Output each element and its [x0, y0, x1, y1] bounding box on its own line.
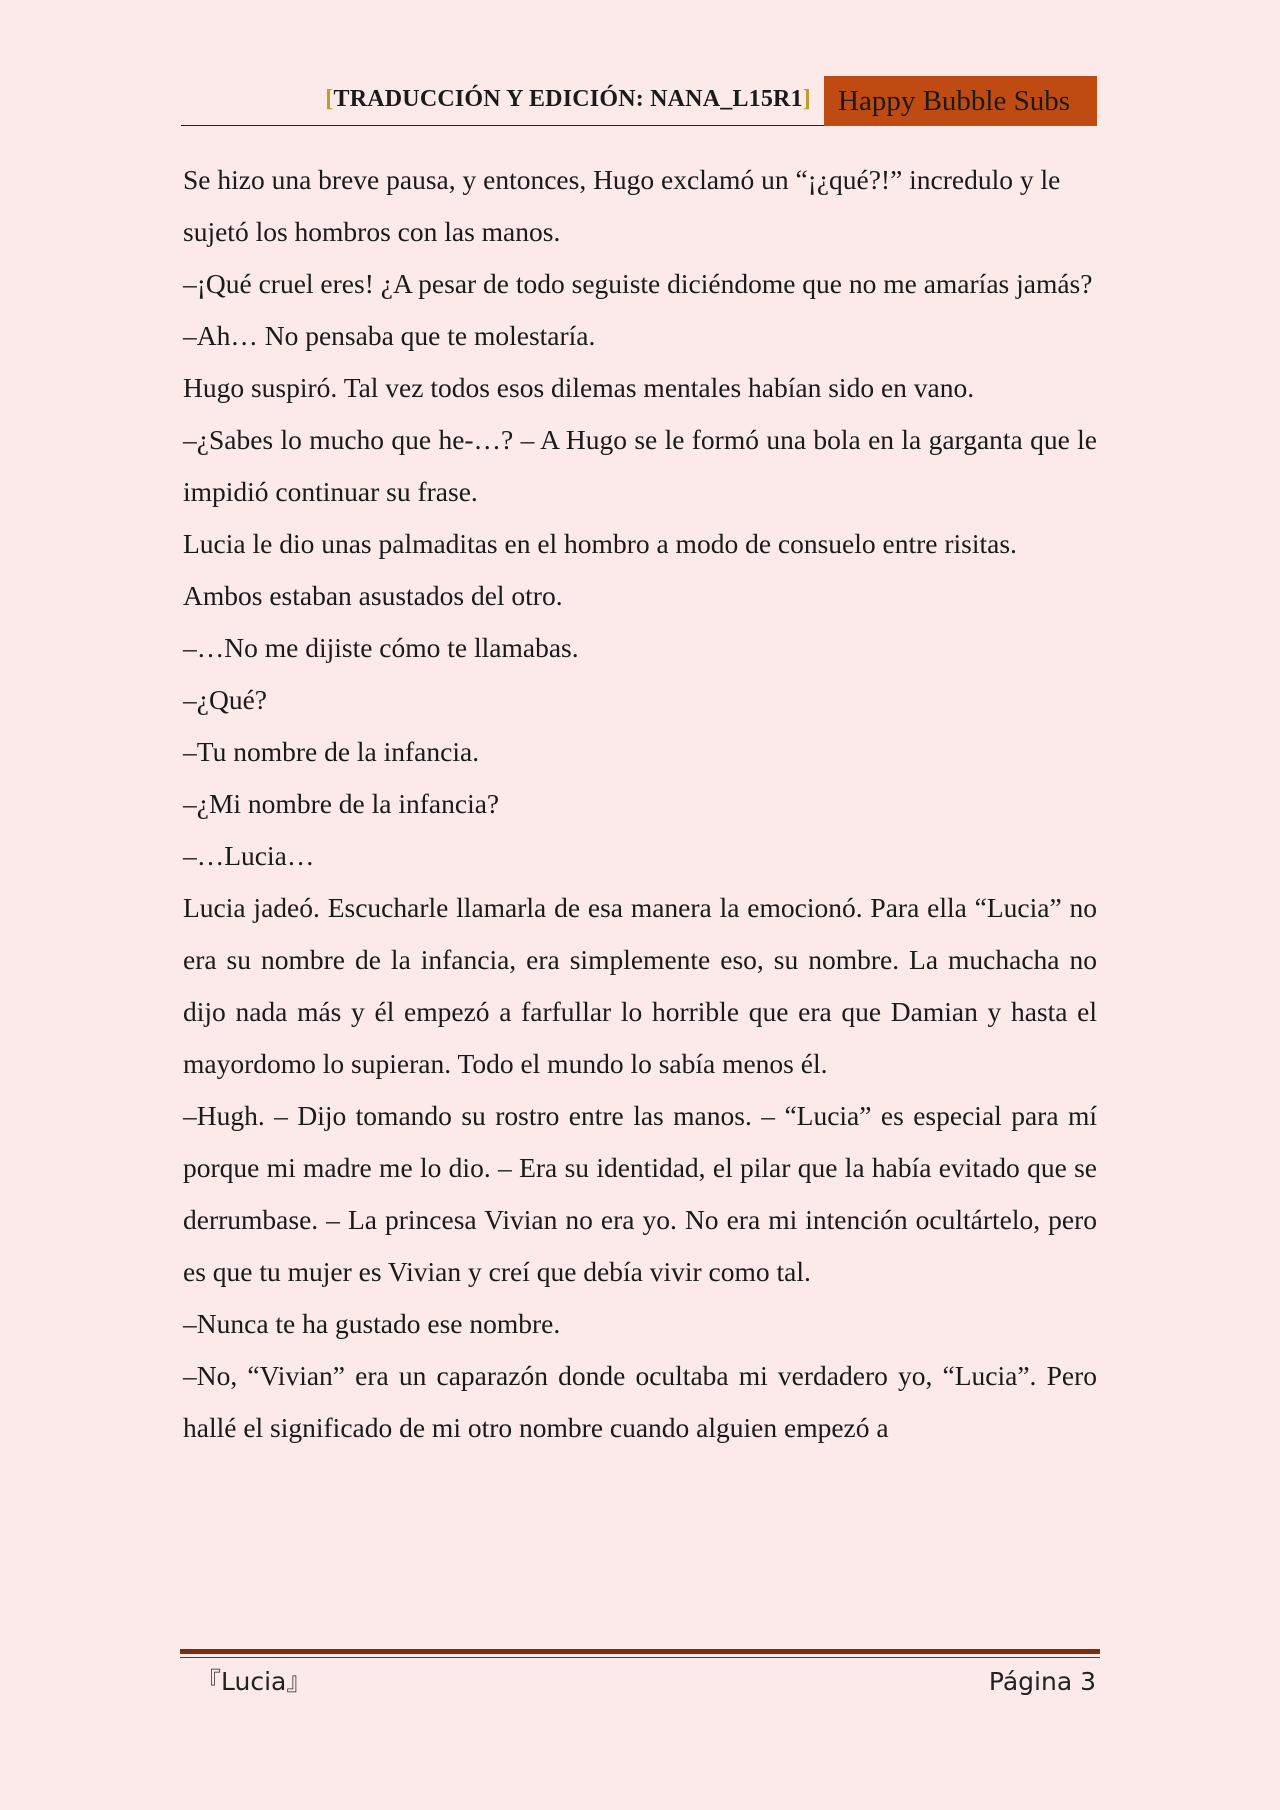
translation-credit: [325, 86, 811, 113]
group-badge: Happy Bubble Subs: [824, 76, 1097, 126]
paragraph-10: –¿Mi nombre de la infancia?: [183, 788, 500, 819]
page-header: [181, 76, 1097, 126]
header-rule: [181, 125, 824, 126]
paragraph-6: Lucia le dio unas palmaditas en el hombro a modo de consuelo entre risitas. Ambos estaban asustados del otro.: [183, 528, 1017, 611]
paragraph-14: –Nunca te ha gustado ese nombre.: [183, 1308, 561, 1339]
paragraph-2: –¡Qué cruel eres! ¿A pesar de todo seguiste diciéndome que no me amarías jamás?: [183, 268, 1093, 299]
footer-page-number: Página 3: [988, 1667, 1096, 1696]
credit-text: TRADUCCIÓN Y EDICIÓN: NANA_L15R1: [333, 86, 803, 112]
paragraph-12: Lucia jadeó. Escucharle llamarla de esa manera la emocionó. Para ella “Lucia” no era su nombre de la infancia, era simplemente eso, su nombre. La muchacha no dijo nada más y él empezó a farfullar lo horrible que era que Damian y hasta el mayordomo lo supieran. Todo el mundo lo sabía menos él.: [183, 892, 1097, 1079]
paragraph-7: –…No me dijiste cómo te llamabas.: [183, 632, 579, 663]
paragraph-13: –Hugh. – Dijo tomando su rostro entre las manos. – “Lucia” es especial para mí porque mi madre me lo dio. – Era su identidad, el pilar que la había evitado que se derrumbase. – La princesa Vivian no era yo. No era mi intención ocultártelo, pero es que tu mujer es Vivian y creí que debía vivir como tal.: [183, 1100, 1097, 1287]
footer-rule-thin: [180, 1657, 1100, 1658]
footer-rule-thick: [180, 1649, 1100, 1654]
credit-bracket-open: [: [325, 86, 334, 112]
paragraph-9: –Tu nombre de la infancia.: [183, 736, 480, 767]
paragraph-3: –Ah… No pensaba que te molestaría.: [183, 320, 596, 351]
paragraph-8: –¿Qué?: [183, 684, 267, 715]
credit-bracket-close: ]: [802, 86, 811, 112]
body-text: [183, 154, 1097, 1454]
paragraph-1: Se hizo una breve pausa, y entonces, Hugo exclamó un “¡¿qué?!” incredulo y le sujetó los hombros con las manos.: [183, 164, 1061, 247]
footer-book-title: 『Lucia』: [196, 1667, 312, 1696]
paragraph-15: –No, “Vivian” era un caparazón donde ocultaba mi verdadero yo, “Lucia”. Pero hallé el significado de mi otro nombre cuando alguien empezó a: [183, 1360, 1097, 1443]
paragraph-4: Hugo suspiró. Tal vez todos esos dilemas mentales habían sido en vano.: [183, 372, 975, 403]
paragraph-11: –…Lucia…: [183, 840, 315, 871]
paragraph-5: –¿Sabes lo mucho que he-…? – A Hugo se le formó una bola en la garganta que le impidió continuar su frase.: [183, 424, 1097, 507]
